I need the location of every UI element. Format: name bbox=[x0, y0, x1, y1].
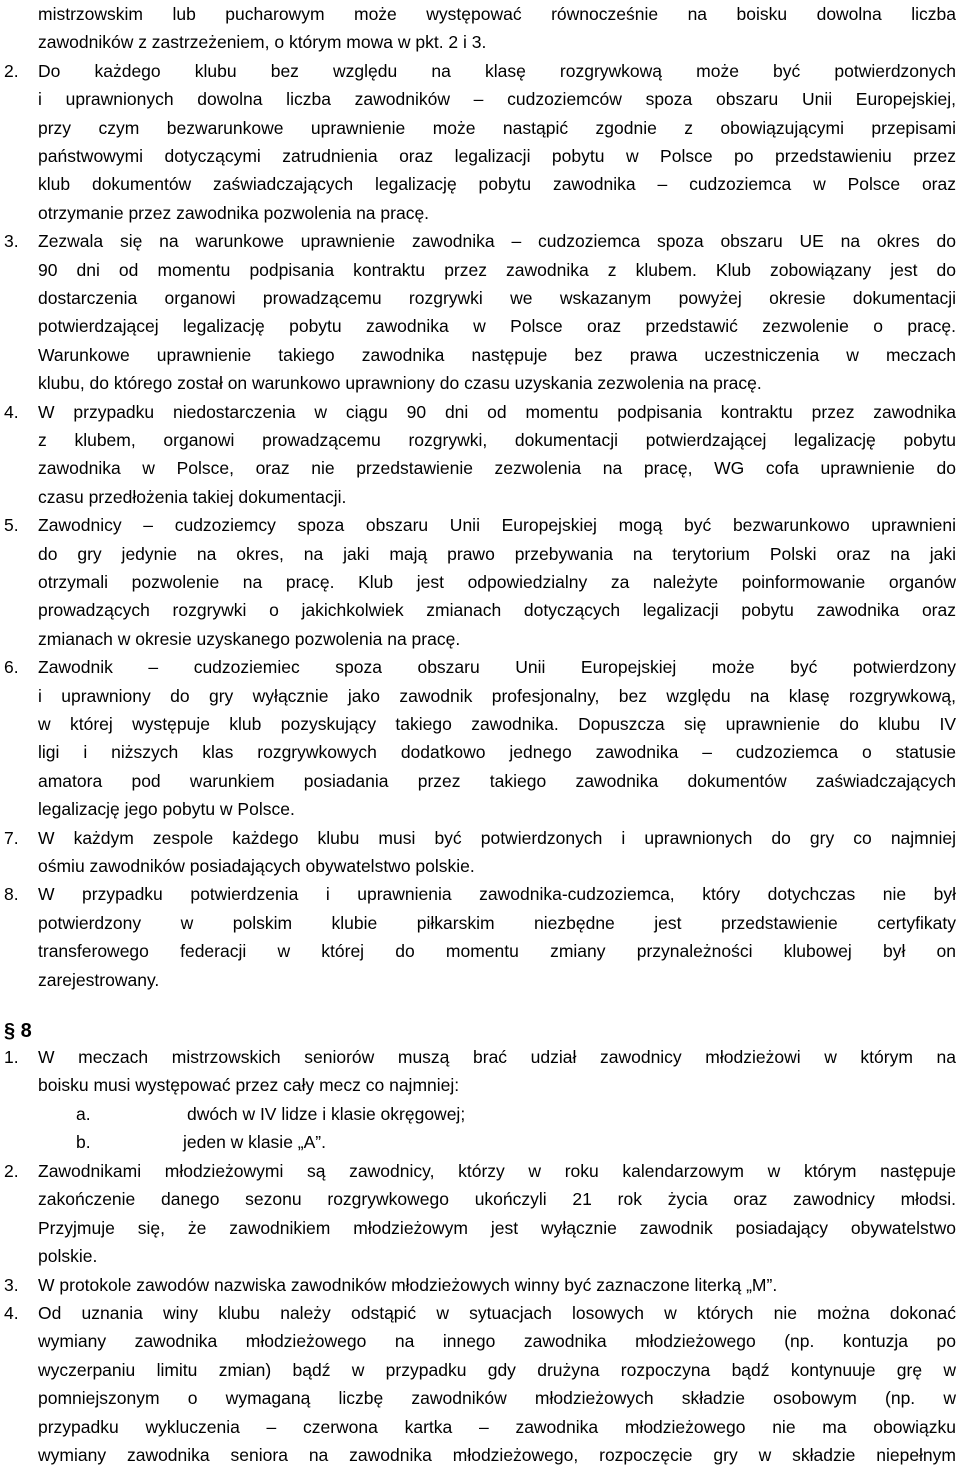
item-line: legalizację jego pobytu w Polsce. bbox=[38, 799, 295, 820]
item-line: Zezwala się na warunkowe uprawnienie zawodnika – cudzoziemca spoza obszaru UE na okres do bbox=[38, 231, 956, 252]
item-line: wyczerpaniu limitu zmian) bądź w przypadku gdy drużyna rozpoczyna bądź kontynuuje grę w bbox=[38, 1359, 956, 1380]
intro-paragraph bbox=[38, 0, 956, 57]
item-line: pomniejszonym o wymaganą liczbę zawodników młodzieżowych składzie osobowym (np. w bbox=[38, 1388, 956, 1409]
item-line: otrzymanie przez zawodnika pozwolenia na pracę. bbox=[38, 202, 430, 223]
item-number: 3. bbox=[4, 1274, 19, 1295]
item-line: W przypadku potwierdzenia i uprawnienia zawodnika-cudzoziemca, który dotychczas nie był bbox=[38, 884, 956, 905]
item-line: ligi i niższych klas rozgrywkowych dodatkowo jednego zawodnika – cudzoziemca o statusie bbox=[38, 742, 956, 763]
item-line: Do każdego klubu bez względu na klasę rozgrywkową może być potwierdzonych bbox=[38, 60, 956, 81]
item-line: wymiany zawodnika seniora na zawodnika młodzieżowego, rozpoczęcie gry w składzie niepełnym bbox=[38, 1444, 956, 1465]
item-line: Zawodnik – cudzoziemiec spoza obszaru Unii Europejskiej może być potwierdzony bbox=[38, 657, 956, 678]
item-number: 4. bbox=[4, 401, 19, 422]
list-item bbox=[38, 511, 956, 653]
item-line: W protokole zawodów nazwiska zawodników młodzieżowych winny być zaznaczone literką „M”. bbox=[38, 1274, 778, 1295]
item-line: z klubem, organowi prowadzącemu rozgrywki, dokumentacji potwierdzającej legalizację pobytu bbox=[38, 429, 956, 450]
item-line: przypadku wykluczenia – czerwona kartka – zawodnika młodzieżowego nie ma obowiązku bbox=[38, 1416, 956, 1437]
subitem-letter: a. bbox=[76, 1104, 91, 1124]
list-item bbox=[38, 880, 956, 994]
item-line: Zawodnicy – cudzoziemcy spoza obszaru Unii Europejskiej mogą być bezwarunkowo uprawnieni bbox=[38, 515, 956, 536]
item-line: i uprawniony do gry wyłącznie jako zawodnik profesjonalny, bez względu na klasę rozgrywkową, bbox=[38, 685, 956, 706]
item-number: 1. bbox=[4, 1047, 19, 1067]
item-line: otrzymali pozwolenie na pracę. Klub jest odpowiedzialny za należyte poinformowanie organów bbox=[38, 571, 956, 592]
list-item bbox=[38, 653, 956, 823]
list-item bbox=[38, 57, 956, 227]
item-line: i uprawnionych dowolna liczba zawodników – cudzoziemców spoza obszaru Unii Europejskiej, bbox=[38, 89, 956, 110]
item-number: 8. bbox=[4, 884, 19, 905]
item-number: 3. bbox=[4, 231, 19, 252]
item-line: amatora pod warunkiem posiadania przez takiego zawodnika dokumentów zaświadczających bbox=[38, 770, 956, 791]
section-heading: § 8 bbox=[4, 1020, 32, 1042]
item-number: 7. bbox=[4, 827, 19, 848]
item-line: zakończenie danego sezonu rozgrywkowego ukończyli 21 rok życia oraz zawodnicy młodsi. bbox=[38, 1189, 956, 1210]
subitem-text: jeden w klasie „A”. bbox=[183, 1132, 326, 1153]
list-item bbox=[38, 1299, 956, 1469]
item-number: 4. bbox=[4, 1303, 19, 1323]
item-line: czasu przedłożenia takiej dokumentacji. bbox=[38, 486, 347, 507]
item-number: 2. bbox=[4, 1161, 19, 1181]
item-line: ośmiu zawodników posiadających obywatelstwo polskie. bbox=[38, 855, 475, 876]
item-number: 6. bbox=[4, 657, 19, 678]
intro-line: zawodników z zastrzeżeniem, o którym mowa w pkt. 2 i 3. bbox=[38, 32, 487, 53]
item-line: klub dokumentów zaświadczających legalizację pobytu zawodnika – cudzoziemca w Polsce oraz bbox=[38, 174, 956, 195]
subitem-text: dwóch w IV lidze i klasie okręgowej; bbox=[187, 1104, 466, 1124]
item-line: boisku musi występować przez cały mecz co najmniej: bbox=[38, 1075, 460, 1096]
item-line: państwowymi dotyczącymi zatrudnienia oraz legalizacji pobytu w Polsce po przedstawieniu przez bbox=[38, 145, 956, 166]
item-line: klubu, do którego został on warunkowo uprawniony do czasu uzyskania zezwolenia na pracę. bbox=[38, 373, 762, 394]
item-line: transferowego federacji w której do momentu zmiany przynależności klubowej był on bbox=[38, 941, 956, 962]
item-line: dostarczenia organowi prowadzącemu rozgrywki we wskazanym powyżej okresie dokumentacji bbox=[38, 287, 956, 308]
item-line: 90 dni od momentu podpisania kontraktu przez zawodnika z klubem. Klub zobowiązany jest do bbox=[38, 259, 956, 280]
item-line: do gry jedynie na okres, na jaki mają prawo przebywania na terytorium Polski oraz na jaki bbox=[38, 543, 956, 564]
list-item bbox=[38, 824, 956, 881]
item-line: Zawodnikami młodzieżowymi są zawodnicy, którzy w roku kalendarzowym w którym następuje bbox=[38, 1161, 956, 1181]
subitem-letter: b. bbox=[76, 1132, 91, 1153]
item-line: W przypadku niedostarczenia w ciągu 90 dni od momentu podpisania kontraktu przez zawodnika bbox=[38, 401, 956, 422]
list-item bbox=[38, 398, 956, 512]
item-line: W meczach mistrzowskich seniorów muszą brać udział zawodnicy młodzieżowi w którym na bbox=[38, 1047, 956, 1067]
item-line: potwierdzającej legalizację pobytu zawodnika w Polsce oraz przedstawić zezwolenie o pracę. bbox=[38, 316, 956, 337]
list-item bbox=[38, 1043, 956, 1100]
item-line: zawodnika w Polsce, oraz nie przedstawienie zezwolenia na pracę, WG cofa uprawnienie do bbox=[38, 458, 956, 479]
item-number: 5. bbox=[4, 515, 19, 536]
item-line: przy czym bezwarunkowe uprawnienie może nastąpić zgodnie z obowiązującymi przepisami bbox=[38, 117, 956, 138]
item-line: Od uznania winy klubu należy odstąpić w sytuacjach losowych w których nie można dokonać bbox=[38, 1303, 956, 1323]
item-line: W każdym zespole każdego klubu musi być potwierdzonych i uprawnionych do gry co najmniej bbox=[38, 827, 956, 848]
item-line: zarejestrowany. bbox=[38, 969, 160, 990]
list-item bbox=[38, 1271, 956, 1299]
item-line: zmianach w okresie uzyskanego pozwolenia na pracę. bbox=[38, 628, 461, 649]
list-item bbox=[38, 227, 956, 397]
item-line: prowadzących rozgrywki o jakichkolwiek zmianach dotyczących legalizacji pobytu zawodnika oraz bbox=[38, 600, 956, 621]
item-number: 2. bbox=[4, 60, 19, 81]
item-line: polskie. bbox=[38, 1246, 98, 1267]
item-line: wymiany zawodnika młodzieżowego na innego zawodnika młodzieżowego (np. kontuzja po bbox=[38, 1331, 956, 1352]
intro-line: mistrzowskim lub pucharowym może występować równocześnie na boisku dowolna liczba bbox=[38, 4, 956, 24]
item-line: Przyjmuje się, że zawodnikiem młodzieżowym jest wyłącznie zawodnik posiadający obywatelstwo bbox=[38, 1217, 956, 1238]
list-item bbox=[38, 1157, 956, 1271]
item-line: Warunkowe uprawnienie takiego zawodnika następuje bez prawa uczestniczenia w meczach bbox=[38, 344, 956, 365]
item-line: potwierdzony w polskim klubie piłkarskim niezbędne jest przedstawienie certyfikaty bbox=[38, 912, 956, 933]
item-line: w której występuje klub pozyskujący takiego zawodnika. Dopuszcza się uprawnienie do klubu IV bbox=[38, 713, 956, 734]
